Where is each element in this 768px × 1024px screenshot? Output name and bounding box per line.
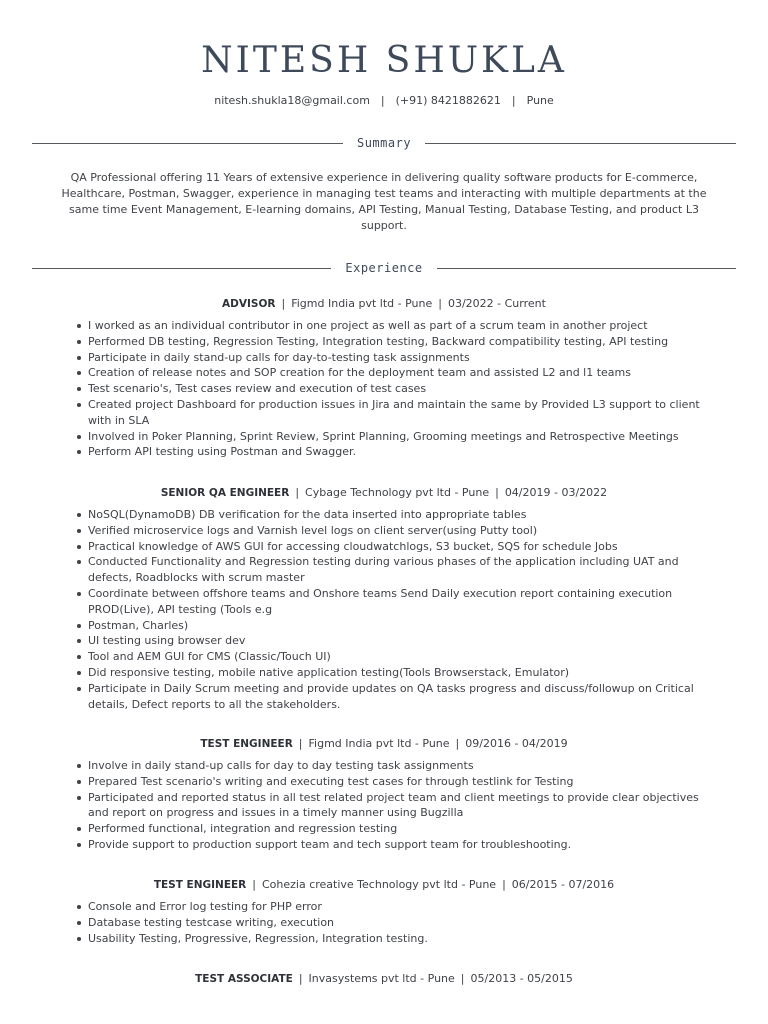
job-company: Cohezia creative Technology pvt ltd - Pune xyxy=(261,878,497,891)
bullet-item: Participate in Daily Scrum meeting and provide updates on QA tasks progress and discuss/followup on Critical details, Defect reports to all the stakeholders. xyxy=(76,681,708,713)
separator: | xyxy=(502,878,506,891)
divider xyxy=(437,268,736,269)
bullet-item: Tool and AEM GUI for CMS (Classic/Touch UI) xyxy=(76,649,708,665)
contact-email: nitesh.shukla18@gmail.com xyxy=(214,94,370,107)
bullet-item: Did responsive testing, mobile native application testing(Tools Browserstack, Emulator) xyxy=(76,665,708,681)
separator: | xyxy=(298,737,303,750)
job-company: Cybage Technology pvt ltd - Pune xyxy=(305,486,490,499)
job-bullets xyxy=(76,899,708,946)
bullet-item: Involve in daily stand-up calls for day to day testing task assignments xyxy=(76,758,708,774)
divider xyxy=(425,143,736,144)
separator: | xyxy=(460,972,465,985)
job-header xyxy=(0,296,768,312)
bullet-item: Conducted Functionality and Regression testing during various phases of the application including UAT and defects, Roadblocks with scrum master xyxy=(76,554,708,586)
bullet-item: Perform API testing using Postman and Swagger. xyxy=(76,444,708,460)
bullet-item: Created project Dashboard for production issues in Jira and maintain the same by Provided L3 support to client with in SLA xyxy=(76,397,708,429)
separator: | xyxy=(380,94,385,107)
bullet-item: Provide support to production support team and tech support team for troubleshooting. xyxy=(76,837,708,853)
job-role: TEST ASSOCIATE xyxy=(195,973,293,985)
bullet-item: Creation of release notes and SOP creation for the deployment team and assisted L2 and l1 teams xyxy=(76,365,708,381)
job-bullets xyxy=(76,318,708,460)
contact-location: Pune xyxy=(526,94,554,107)
bullet-item: Participated and reported status in all test related project team and client meetings to provide clear objectives and report on progress and issues in a timely manner using Bugzilla xyxy=(76,790,708,822)
divider xyxy=(32,143,343,144)
job-role: TEST ENGINEER xyxy=(200,738,293,750)
job-company: Figmd India pvt ltd - Pune xyxy=(308,737,450,750)
bullet-item: Test scenario's, Test cases review and execution of test cases xyxy=(76,381,708,397)
contact-line xyxy=(0,94,768,107)
bullet-item: I worked as an individual contributor in one project as well as part of a scrum team in another project xyxy=(76,318,708,334)
separator: | xyxy=(455,737,460,750)
job-role: SENIOR QA ENGINEER xyxy=(160,487,290,499)
job-dates: 04/2019 - 03/2022 xyxy=(504,486,608,499)
job-entry-test-engineer-cohezia xyxy=(0,877,768,946)
job-entry-advisor xyxy=(0,296,768,460)
job-header xyxy=(0,736,768,752)
job-header xyxy=(0,971,768,987)
divider xyxy=(32,268,331,269)
summary-text: QA Professional offering 11 Years of extensive experience in delivering quality software products for E-commerce, Healthcare, Postman, Swagger, experience in managing test teams and interacting with multiple departments at the same time Event Management, E-learning domains, API Testing, Manual Testing, Database Testing, and product L3 support. xyxy=(61,171,707,232)
separator: | xyxy=(295,486,300,499)
job-role: TEST ENGINEER xyxy=(153,879,247,891)
bullet-item: UI testing using browser dev xyxy=(76,633,708,649)
job-entry-senior-qa-engineer xyxy=(0,485,768,712)
job-bullets xyxy=(76,758,708,853)
summary-heading xyxy=(32,136,736,150)
contact-phone: (+91) 8421882621 xyxy=(395,94,501,107)
job-entry-test-associate xyxy=(0,971,768,987)
separator: | xyxy=(511,94,516,107)
bullet-item: Coordinate between offshore teams and Onshore teams Send Daily execution report containing execution PROD(Live), API testing (Tools e.g xyxy=(76,586,708,618)
bullet-item: Performed functional, integration and regression testing xyxy=(76,821,708,837)
summary-title: Summary xyxy=(356,136,412,150)
bullet-item: Performed DB testing, Regression Testing, Integration testing, Backward compatibility testing, API testing xyxy=(76,334,708,350)
resume-name: NITESH SHUKLA xyxy=(201,40,567,81)
experience-heading xyxy=(32,261,736,275)
separator: | xyxy=(281,297,286,310)
experience-title: Experience xyxy=(345,261,423,275)
job-header xyxy=(0,877,768,893)
bullet-item: Practical knowledge of AWS GUI for accessing cloudwatchlogs, S3 bucket, SQS for schedule Jobs xyxy=(76,539,708,555)
job-role: ADVISOR xyxy=(222,298,276,310)
job-header xyxy=(0,485,768,501)
separator: | xyxy=(252,878,256,891)
bullet-item: Participate in daily stand-up calls for day-to-testing task assignments xyxy=(76,350,708,366)
separator: | xyxy=(298,972,303,985)
separator: | xyxy=(438,297,442,310)
bullet-item: Postman, Charles) xyxy=(76,618,708,634)
bullet-item: Console and Error log testing for PHP error xyxy=(76,899,708,915)
bullet-item: Usability Testing, Progressive, Regression, Integration testing. xyxy=(76,931,708,947)
job-dates: 05/2013 - 05/2015 xyxy=(470,972,573,985)
bullet-item: Verified microservice logs and Varnish level logs on client server(using Putty tool) xyxy=(76,523,708,539)
bullet-item: Prepared Test scenario's writing and executing test cases for through testlink for Testing xyxy=(76,774,708,790)
bullet-item: Database testing testcase writing, execution xyxy=(76,915,708,931)
job-company: Figmd India pvt ltd - Pune xyxy=(291,297,433,310)
job-dates: 03/2022 - Current xyxy=(447,297,546,310)
job-company: Invasystems pvt ltd - Pune xyxy=(308,972,455,985)
bullet-item: NoSQL(DynamoDB) DB verification for the data inserted into appropriate tables xyxy=(76,507,708,523)
job-dates: 06/2015 - 07/2016 xyxy=(511,878,615,891)
job-entry-test-engineer-figmd xyxy=(0,736,768,853)
separator: | xyxy=(495,486,499,499)
job-bullets xyxy=(76,507,708,712)
bullet-item: Involved in Poker Planning, Sprint Review, Sprint Planning, Grooming meetings and Retrospective Meetings xyxy=(76,429,708,445)
job-dates: 09/2016 - 04/2019 xyxy=(465,737,568,750)
